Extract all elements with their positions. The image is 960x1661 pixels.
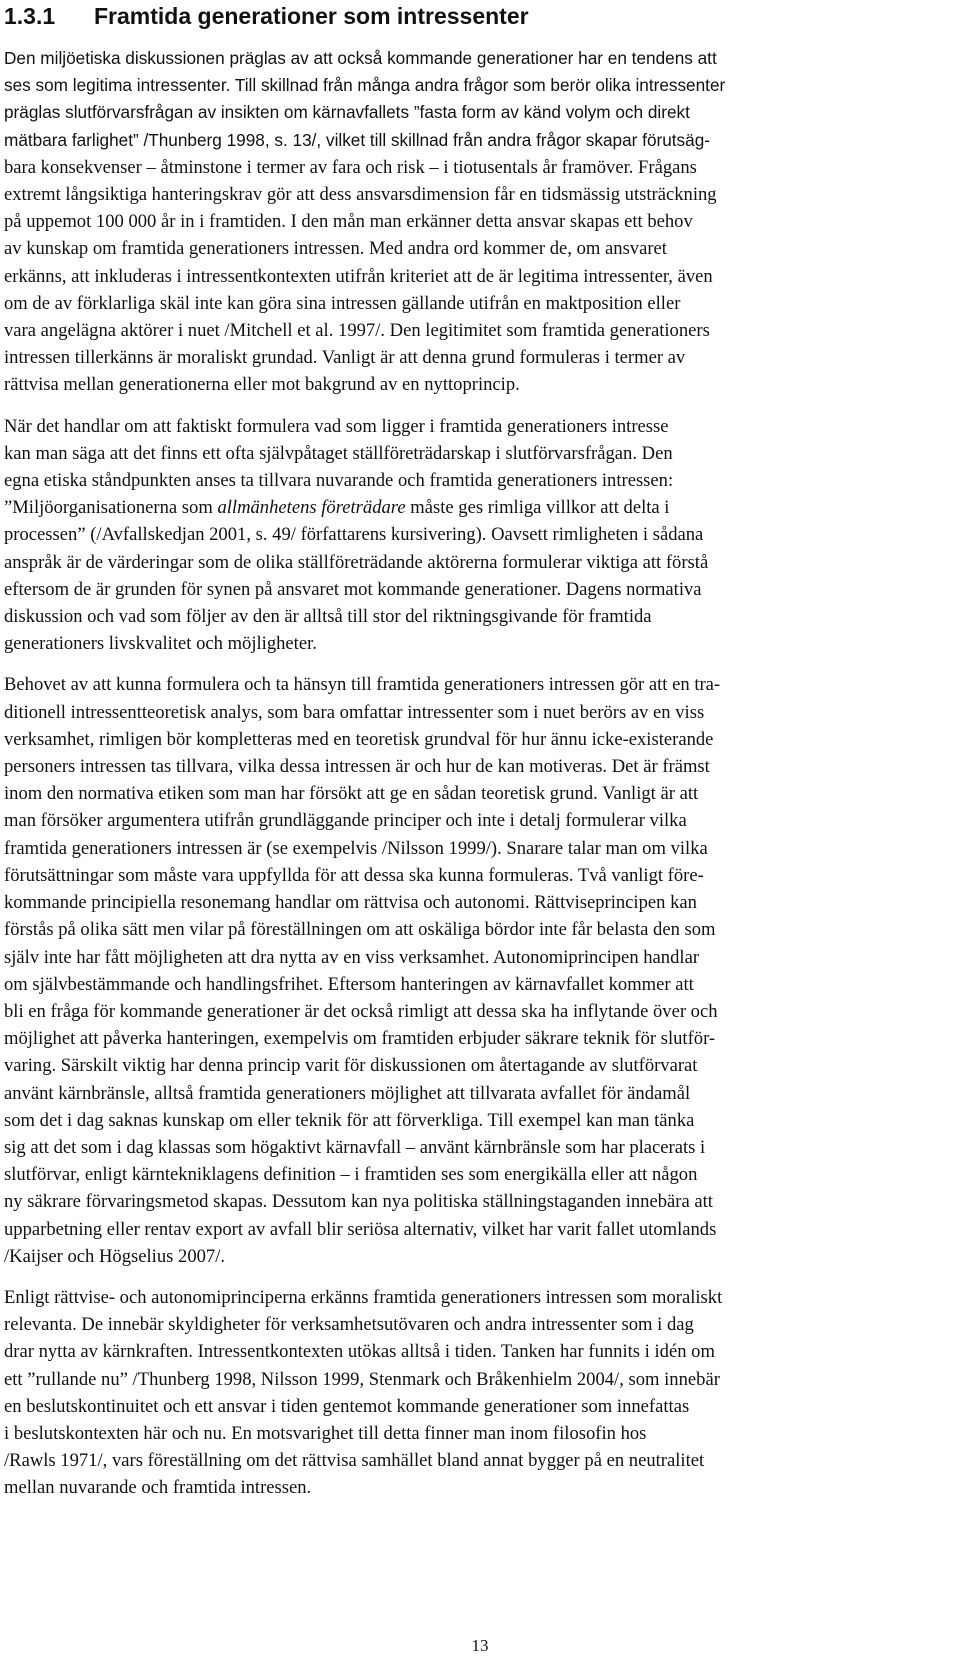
text-line: mätbara farlighet” /Thunberg 1998, s. 13/, vilket till skillnad från andra frågor skapar förutsäg- xyxy=(4,129,710,150)
text-line: diskussion och vad som följer av den är alltså till stor del riktningsgivande för framtida xyxy=(4,606,652,628)
text-line: När det handlar om att faktiskt formulera vad som ligger i framtida generationers intresse xyxy=(4,415,669,437)
page-number: 13 xyxy=(471,1636,489,1655)
text-line: eftersom de är grunden för synen på ansvaret mot kommande generationer. Dagens normativa xyxy=(4,578,702,600)
text-line: vara angelägna aktörer i nuet /Mitchell et al. 1997/. Den legitimitet som framtida generationers xyxy=(4,320,710,342)
text-line: generationers livskvalitet och möjligheter. xyxy=(4,633,317,655)
text-line: ett ”rullande nu” /Thunberg 1998, Nilsson 1999, Stenmark och Bråkenhielm 2004/, som innebär xyxy=(4,1368,720,1390)
text-line: möjlighet att påverka hanteringen, exempelvis om framtiden erbjuder säkrare teknik för slutför- xyxy=(4,1028,716,1050)
text-line: använt kärnbränsle, alltså framtida generationers möjlighet att tillvarata avfallet för ändamål xyxy=(4,1082,691,1104)
text-line: intressen tillerkänns är moraliskt grundad. Vanligt är att denna grund formuleras i termer av xyxy=(4,347,686,369)
text-line: framtida generationers intressen är (se exempelvis /Nilsson 1999/). Snarare talar man om vilka xyxy=(4,837,708,859)
text-line: anspråk är de värderingar som de olika ställföreträdande aktörerna formulerar viktiga att förstå xyxy=(4,551,709,573)
quote-after: måste ges rimliga villkor att delta i xyxy=(405,497,670,519)
quote-line xyxy=(4,494,952,521)
text-line: ny säkrare förvaringsmetod skapas. Dessutom kan nya politiska ställningstaganden innebära att xyxy=(4,1191,713,1213)
text-line: upparbetning eller rentav export av avfall blir seriösa alternativ, vilket har varit fallet utomlands xyxy=(4,1218,717,1240)
text-line: /Rawls 1971/, vars föreställning om det rättvisa samhället bland annat bygger på en neutralitet xyxy=(4,1450,705,1472)
text-line: man försöker argumentera utifrån grundläggande principer och inte i detalj formulerar vilka xyxy=(4,810,687,832)
text-line: sig att det som i dag klassas som högaktivt kärnavfall – använt kärnbränsle som har placerats i xyxy=(4,1136,706,1158)
quote-before: ”Miljöorganisationerna som xyxy=(4,497,218,519)
text-line: av kunskap om framtida generationers intressen. Med andra ord kommer de, om ansvaret xyxy=(4,238,667,260)
text-line: förutsättningar som måste vara uppfyllda för att dessa ska kunna formuleras. Två vanligt före- xyxy=(4,864,704,886)
text-line: ses som legitima intressenter. Till skillnad från många andra frågor som berör olika intressenter xyxy=(4,75,726,96)
text-line: förstås på olika sätt men vilar på föreställningen om att oskäliga bördor inte får belasta den som xyxy=(4,919,716,941)
text-line: själv inte har fått möjligheten att dra nytta av en viss verksamhet. Autonomiprincipen handlar xyxy=(4,946,700,968)
text-line: i beslutskontexten här och nu. En motsvarighet till detta finner man inom filosofin hos xyxy=(4,1422,647,1444)
section-title: Framtida generationer som intressenter xyxy=(94,3,529,29)
quote-emphasis: allmänhetens företrädare xyxy=(217,497,406,519)
text-line: mellan nuvarande och framtida intressen. xyxy=(4,1477,312,1499)
text-line: som det i dag saknas kunskap om eller teknik för att förverkliga. Till exempel kan man tänka xyxy=(4,1109,695,1131)
text-line: Behovet av att kunna formulera och ta hänsyn till framtida generationers intressen gör att en tra- xyxy=(4,674,721,696)
text-line: präglas slutförvarsfrågan av insikten om kärnavfallets ”fasta form av känd volym och direkt xyxy=(4,102,690,123)
text-line: kommande principiella resonemang handlar om rättvisa och autonomi. Rättviseprincipen kan xyxy=(4,892,697,914)
text-line: om självbestämmande och handlingsfrihet. Eftersom hanteringen av kärnavfallet kommer att xyxy=(4,973,694,995)
text-line: bara konsekvenser – åtminstone i termer av fara och risk – i tiotusentals år framöver. Frågans xyxy=(4,156,697,178)
paragraph-4 xyxy=(4,1284,952,1502)
text-line: processen” (/Avfallskedjan 2001, s. 49/ författarens kursivering). Oavsett rimligheten i sådana xyxy=(4,524,704,546)
text-line: varing. Särskilt viktig har denna princip varit för diskussionen om återtagande av slutförvarat xyxy=(4,1055,698,1077)
text-line: rättvisa mellan generationerna eller mot bakgrund av en nyttoprincip. xyxy=(4,374,520,396)
text-line: drar nytta av kärnkraften. Intressentkontexten utökas alltså i tiden. Tanken har funnits i idén om xyxy=(4,1341,715,1363)
paragraph-3 xyxy=(4,671,952,1269)
paragraph-1 xyxy=(4,45,952,399)
text-line: extremt långsiktiga hanteringskrav gör att dess ansvarsdimension får en tidsmässig utsträckning xyxy=(4,184,717,206)
text-line: ditionell intressentteoretisk analys, som bara omfattar intressenter som i nuet berörs av en viss xyxy=(4,701,705,723)
text-line: relevanta. De innebär skyldigheter för verksamhetsutövaren och andra intressenter som i dag xyxy=(4,1314,694,1336)
text-line: om de av förklarliga skäl inte kan göra sina intressen gällande utifrån en maktposition eller xyxy=(4,292,681,314)
text-line: inom den normativa etiken som man har försökt att ge en sådan teoretisk grund. Vanligt är att xyxy=(4,783,699,805)
text-line: Den miljöetiska diskussionen präglas av att också kommande generationer har en tendens att xyxy=(4,48,717,68)
text-line: bli en fråga för kommande generationer är det också rimligt att dessa ska ha inflytande över och xyxy=(4,1000,718,1022)
text-line: på uppemot 100 000 år in i framtiden. I den mån man erkänner detta ansvar skapas ett behov xyxy=(4,211,693,233)
text-line: personers intressen tas tillvara, vilka dessa intressen är och hur de kan motiveras. Det är främst xyxy=(4,756,710,778)
text-line: erkänns, att inkluderas i intressentkontexten utifrån kriteriet att de är legitima intressenter, även xyxy=(4,265,713,287)
text-line: verksamhet, rimligen bör kompletteras med en teoretisk grundval för hur ännu icke-existerande xyxy=(4,728,714,750)
text-line: kan man säga att det finns ett ofta självpåtaget ställföreträdarskap i slutförvarsfrågan. Den xyxy=(4,442,673,464)
section-number: 1.3.1 xyxy=(4,3,56,29)
text-line: en beslutskontinuitet och ett ansvar i tiden gentemot kommande generationer som innefattas xyxy=(4,1395,690,1417)
section-heading xyxy=(4,0,952,30)
text-line: slutförvar, enligt kärntekniklagens definition – i framtiden ses som energikälla eller att någon xyxy=(4,1164,698,1186)
text-line: egna etiska ståndpunkten anses ta tillvara nuvarande och framtida generationers intressen: xyxy=(4,470,674,492)
document-page xyxy=(4,0,952,1502)
text-line: /Kaijser och Högselius 2007/. xyxy=(4,1245,226,1267)
paragraph-2 xyxy=(4,413,952,658)
text-line: Enligt rättvise- och autonomiprinciperna erkänns framtida generationers intressen som moraliskt xyxy=(4,1286,723,1308)
